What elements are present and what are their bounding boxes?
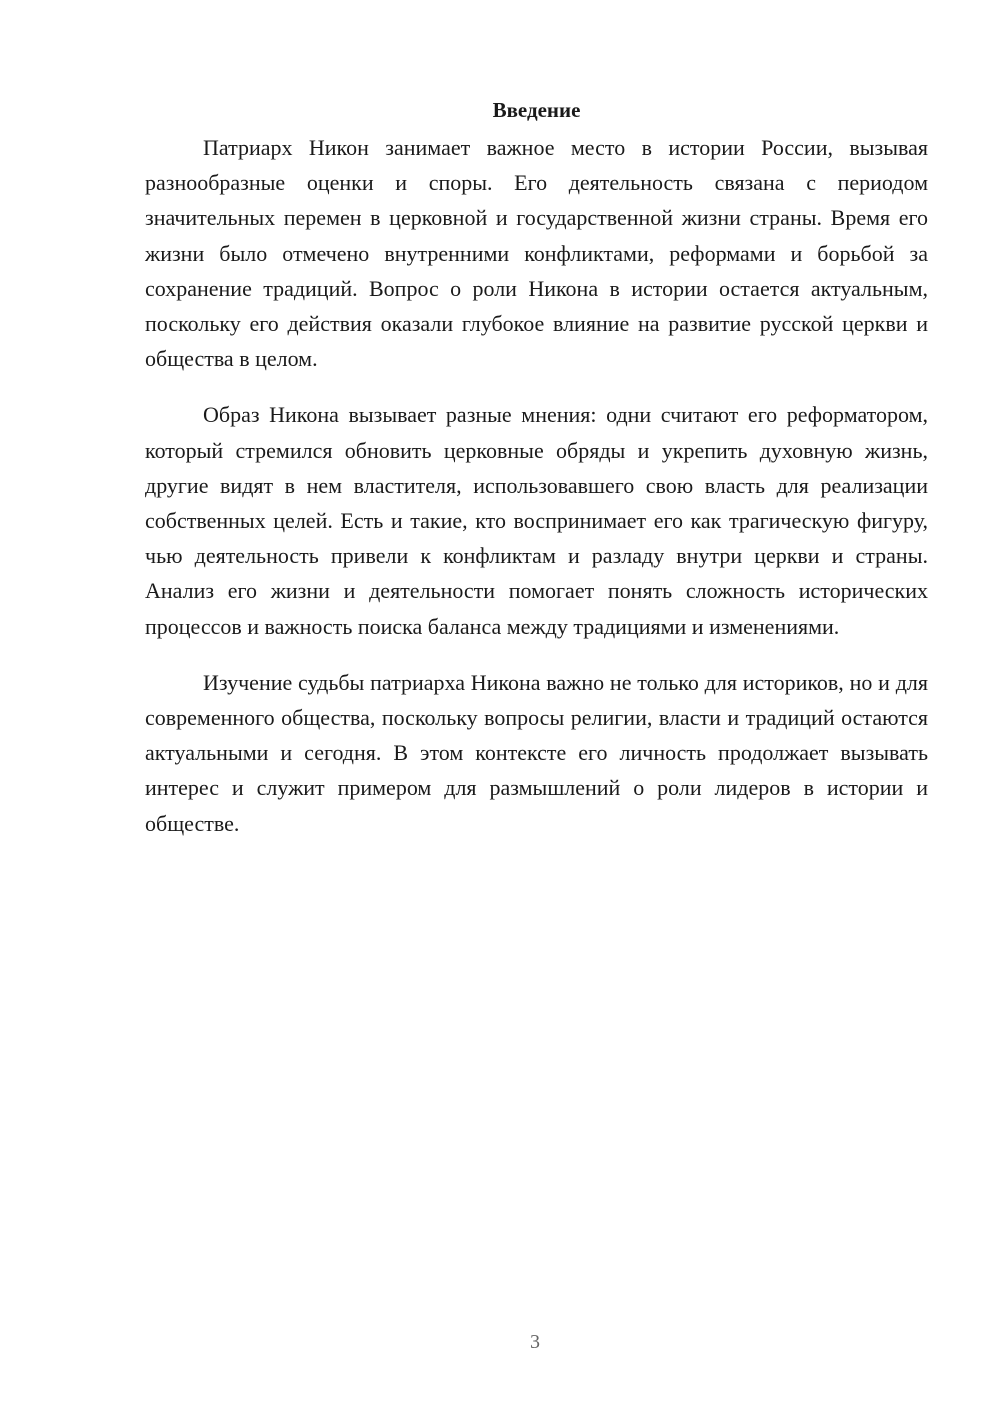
paragraph-1: Патриарх Никон занимает важное место в истории России, вызывая разнообразные оценки и споры. Его деятельность связана с периодом значительных перемен в церковной и государственной жизни страны. Время его жизни было отмечено внутренними конфликтами, реформами и борьбой за сохранение традиций. Вопрос о роли Никона в истории остается актуальным, поскольку его действия оказали глубокое влияние на развитие русской церкви и общества в целом. — [145, 135, 928, 372]
section-heading: Введение — [492, 98, 581, 122]
page-content — [145, 92, 928, 862]
paragraph-2: Образ Никона вызывает разные мнения: одни считают его реформатором, который стремился обновить церковные обряды и укрепить духовную жизнь, другие видят в нем властителя, использовавшего свою власть для реализации собственных целей. Есть и такие, кто воспринимает его как трагическую фигуру, чью деятельность привели к конфликтам и разладу внутри церкви и страны. Анализ его жизни и деятельности помогает понять сложность исторических процессов и важность поиска баланса между традициями и изменениями. — [145, 402, 928, 639]
page-number: 3 — [530, 1331, 540, 1353]
paragraph-3: Изучение судьбы патриарха Никона важно не только для историков, но и для современного общества, поскольку вопросы религии, власти и традиций остаются актуальными и сегодня. В этом контексте его личность продолжает вызывать интерес и служит примером для размышлений о роли лидеров в истории и обществе. — [145, 669, 928, 836]
